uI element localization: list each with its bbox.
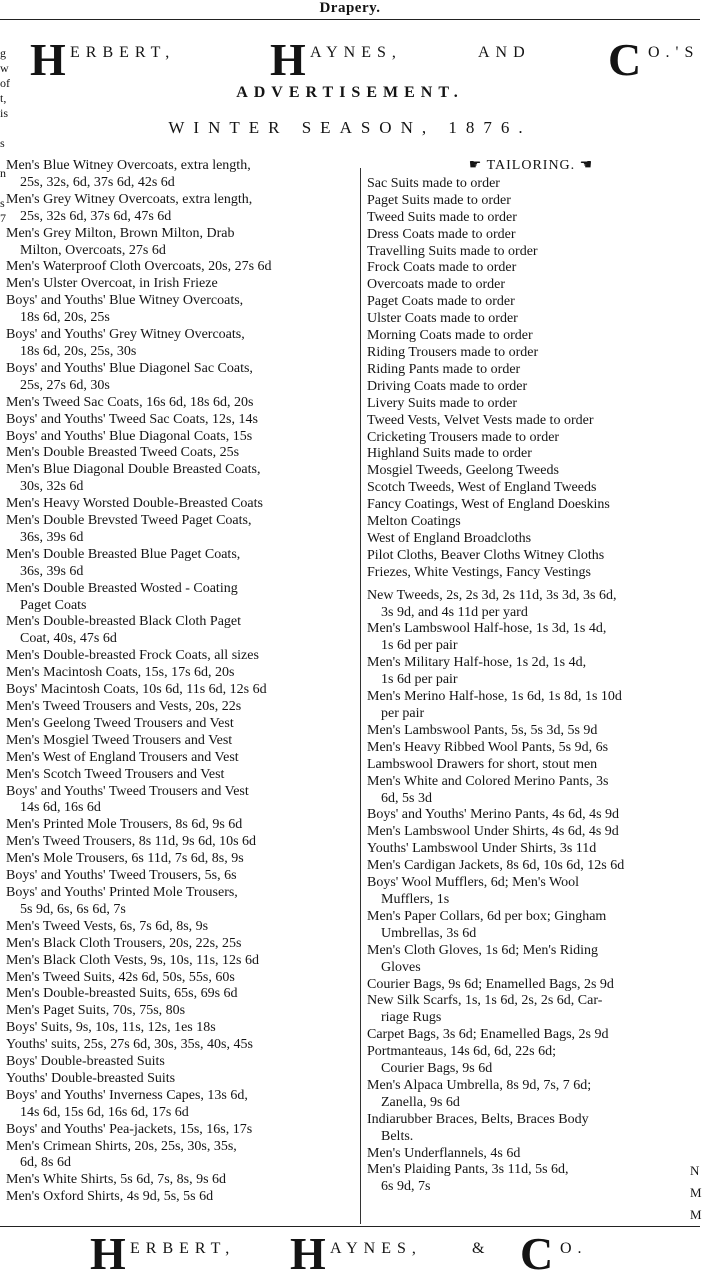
- margin-fragment-line: s: [0, 136, 5, 150]
- item-line: Boys' and Youths' Inverness Capes, 13s 6d,: [6, 1087, 248, 1103]
- list-item: [367, 621, 695, 655]
- margin-fragment-line: n: [0, 166, 6, 180]
- list-item: [6, 1054, 354, 1071]
- item-line: Men's Mole Trousers, 6s 11d, 7s 6d, 8s, 9s: [6, 851, 244, 867]
- item-continuation: 6d, 5s 3d: [381, 790, 432, 806]
- tailoring-item: Riding Pants made to order: [367, 361, 521, 377]
- item-line: Men's Lambswool Pants, 5s, 5s 3d, 5s 9d: [367, 722, 598, 738]
- list-item: [6, 226, 354, 260]
- item-line: Boys' and Youths' Pea-jackets, 15s, 16s, 17s: [6, 1121, 253, 1137]
- margin-fragment-line: M: [690, 1185, 702, 1200]
- list-item: [6, 581, 354, 615]
- list-item: [6, 412, 354, 429]
- list-item: [6, 1122, 354, 1139]
- tailoring-item: Dress Coats made to order: [367, 226, 516, 242]
- item-continuation: 6d, 8s 6d: [20, 1155, 71, 1171]
- item-continuation: 1s 6d per pair: [381, 672, 458, 688]
- list-item: [367, 824, 695, 841]
- right-column: [367, 158, 695, 1196]
- item-line: Men's Blue Diagonal Double Breasted Coats,: [6, 462, 261, 478]
- list-item: [367, 1027, 695, 1044]
- list-item: [6, 513, 354, 547]
- list-item: [6, 682, 354, 699]
- item-line: Boys' and Youths' Tweed Trousers and Vest: [6, 783, 249, 799]
- list-item: [6, 868, 354, 885]
- item-line: New Silk Scarfs, 1s, 1s 6d, 2s, 2s 6d, Car-: [367, 993, 603, 1009]
- list-item: [367, 977, 695, 994]
- item-line: Men's Grey Milton, Brown Milton, Drab: [6, 225, 235, 241]
- list-item: [6, 817, 354, 834]
- item-continuation: riage Rugs: [381, 1010, 442, 1026]
- item-line: Men's Cloth Gloves, 1s 6d; Men's Riding: [367, 942, 598, 958]
- item-line: Boys' and Youths' Tweed Sac Coats, 12s, 14s: [6, 411, 258, 427]
- margin-fragment-line: 7: [0, 211, 6, 225]
- item-line: Men's Double Breasted Wosted - Coating: [6, 580, 238, 596]
- tailoring-item: Ulster Coats made to order: [367, 311, 518, 327]
- item-continuation: 3s 9d, and 4s 11d per yard: [381, 604, 528, 620]
- list-item: [6, 665, 354, 682]
- tailoring-item: Sac Suits made to order: [367, 175, 500, 191]
- item-line: Men's Double-breasted Black Cloth Paget: [6, 614, 242, 630]
- section-header: Drapery.: [319, 0, 381, 16]
- item-line: New Tweeds, 2s, 2s 3d, 2s 11d, 3s 3d, 3s 6d,: [367, 587, 617, 603]
- list-item: [6, 293, 354, 327]
- list-item: [6, 1003, 354, 1020]
- tailoring-item: Frock Coats made to order: [367, 260, 517, 276]
- list-item: [367, 875, 695, 909]
- item-line: Men's Heavy Worsted Double-Breasted Coats: [6, 496, 263, 512]
- list-item: [6, 158, 354, 192]
- list-item: [6, 750, 354, 767]
- item-line: Boys' Macintosh Coats, 10s 6d, 11s 6d, 12s 6d: [6, 682, 267, 698]
- list-item: [6, 276, 354, 293]
- item-line: Men's Tweed Trousers, 8s 11d, 9s 6d, 10s 6d: [6, 834, 257, 850]
- item-continuation: 6s 9d, 7s: [381, 1179, 431, 1195]
- advertisement-subtitle: ADVERTISEMENT.: [236, 84, 464, 101]
- title-herbert: ERBERT,: [70, 44, 176, 61]
- item-line: Boys' Suits, 9s, 10s, 11s, 12s, 1es 18s: [6, 1020, 216, 1036]
- margin-fragment-line: is: [0, 106, 9, 120]
- list-item: [6, 834, 354, 851]
- item-continuation: 18s 6d, 20s, 25s: [20, 310, 110, 326]
- item-continuation: Gloves: [381, 959, 421, 975]
- footer-initial-h2: H: [290, 1228, 326, 1279]
- item-line: Men's Lambswool Half-hose, 1s 3d, 1s 4d,: [367, 621, 607, 637]
- list-item: [6, 429, 354, 446]
- tailoring-item: Overcoats made to order: [367, 277, 505, 293]
- item-line: Youths' suits, 25s, 27s 6d, 30s, 35s, 40s, 45s: [6, 1037, 253, 1053]
- item-line: Men's West of England Trousers and Vest: [6, 749, 239, 765]
- item-line: Boys' and Youths' Blue Diagonal Coats, 15s: [6, 428, 253, 444]
- season-line: WINTER SEASON, 1876.: [168, 118, 532, 137]
- item-continuation: 14s 6d, 15s 6d, 16s 6d, 17s 6d: [20, 1104, 189, 1120]
- item-continuation: Paget Coats: [20, 597, 87, 613]
- footer-haynes: AYNES,: [330, 1240, 422, 1257]
- list-item: [367, 588, 695, 622]
- list-item: [6, 462, 354, 496]
- margin-fragment-line: M: [690, 1207, 702, 1222]
- list-item: [367, 1112, 695, 1146]
- list-item: [6, 259, 354, 276]
- item-line: Youths' Double-breasted Suits: [6, 1070, 176, 1086]
- list-item: [6, 192, 354, 226]
- item-continuation: Courier Bags, 9s 6d: [381, 1061, 493, 1077]
- item-line: Men's Black Cloth Trousers, 20s, 22s, 25s: [6, 935, 242, 951]
- tailoring-item: Morning Coats made to order: [367, 328, 533, 344]
- list-item: [6, 716, 354, 733]
- list-item: [6, 919, 354, 936]
- list-item: [367, 1044, 695, 1078]
- footer-title: [90, 1228, 690, 1280]
- item-line: Men's Double Brevsted Tweed Paget Coats,: [6, 513, 252, 529]
- title-and: AND: [478, 44, 531, 61]
- list-item: [6, 648, 354, 665]
- item-line: Men's Tweed Vests, 6s, 7s 6d, 8s, 9s: [6, 918, 209, 934]
- item-continuation: Coat, 40s, 47s 6d: [20, 631, 117, 647]
- list-item: [367, 909, 695, 943]
- list-item: [6, 1071, 354, 1088]
- tailoring-item: Highland Suits made to order: [367, 446, 532, 462]
- list-item: [367, 740, 695, 757]
- title-haynes: AYNES,: [310, 44, 402, 61]
- item-line: Men's Blue Witney Overcoats, extra length,: [6, 158, 251, 173]
- item-line: Youths' Lambswool Under Shirts, 3s 11d: [367, 841, 597, 857]
- tailoring-item: Friezes, White Vestings, Fancy Vestings: [367, 564, 591, 580]
- tailoring-item: Paget Coats made to order: [367, 294, 515, 310]
- tailoring-item: Tweed Suits made to order: [367, 209, 517, 225]
- item-line: Men's Double Breasted Tweed Coats, 25s: [6, 445, 240, 461]
- item-line: Men's Merino Half-hose, 1s 6d, 1s 8d, 1s 10d: [367, 689, 622, 705]
- item-line: Boys' Double-breasted Suits: [6, 1054, 165, 1070]
- margin-fragment-line: s: [0, 196, 5, 210]
- item-line: Men's Scotch Tweed Trousers and Vest: [6, 766, 225, 782]
- tailoring-item: Scotch Tweeds, West of England Tweeds: [367, 480, 597, 496]
- advertiser-title: [30, 34, 700, 88]
- item-line: Men's Double-breasted Frock Coats, all sizes: [6, 648, 259, 664]
- item-line: Men's Macintosh Coats, 15s, 17s 6d, 20s: [6, 665, 235, 681]
- item-line: Men's Cardigan Jackets, 8s 6d, 10s 6d, 12s 6d: [367, 858, 625, 874]
- item-line: Men's Black Cloth Vests, 9s, 10s, 11s, 12s 6d: [6, 952, 259, 968]
- tailoring-item: Melton Coatings: [367, 514, 461, 530]
- item-line: Men's Tweed Trousers and Vests, 20s, 22s: [6, 699, 242, 714]
- list-item: [6, 1139, 354, 1173]
- column-divider: [360, 168, 361, 1224]
- right-column-list: [367, 588, 695, 1197]
- list-item: [367, 757, 695, 774]
- item-line: Men's Alpaca Umbrella, 8s 9d, 7s, 7 6d;: [367, 1077, 592, 1093]
- tailoring-item: Travelling Suits made to order: [367, 243, 538, 259]
- item-line: Boys' and Youths' Blue Diagonel Sac Coats,: [6, 360, 253, 376]
- title-initial-h2: H: [270, 34, 306, 85]
- list-item: [6, 733, 354, 750]
- item-continuation: Mufflers, 1s: [381, 891, 450, 907]
- list-item: [6, 614, 354, 648]
- footer-herbert: ERBERT,: [130, 1240, 236, 1257]
- item-line: Boys' and Youths' Tweed Trousers, 5s, 6s: [6, 868, 237, 884]
- item-continuation: 5s 9d, 6s, 6s 6d, 7s: [20, 901, 126, 917]
- item-line: Men's Double Breasted Blue Paget Coats,: [6, 546, 241, 562]
- item-line: Men's White Shirts, 5s 6d, 7s, 8s, 9s 6d: [6, 1172, 227, 1188]
- list-item: [367, 943, 695, 977]
- list-item: [367, 1162, 695, 1196]
- list-item: [6, 986, 354, 1003]
- item-line: Boys' Wool Mufflers, 6d; Men's Wool: [367, 875, 580, 891]
- item-line: Men's Mosgiel Tweed Trousers and Vest: [6, 732, 233, 748]
- tailoring-item: Riding Trousers made to order: [367, 344, 539, 360]
- item-line: Courier Bags, 9s 6d; Enamelled Bags, 2s 9d: [367, 976, 614, 992]
- list-item: [6, 851, 354, 868]
- item-line: Men's Paper Collars, 6d per box; Gingham: [367, 908, 607, 924]
- item-line: Men's Military Half-hose, 1s 2d, 1s 4d,: [367, 655, 587, 671]
- item-line: Boys' and Youths' Printed Mole Trousers,: [6, 884, 238, 900]
- list-item: [367, 993, 695, 1027]
- item-line: Men's Printed Mole Trousers, 8s 6d, 9s 6d: [6, 817, 243, 833]
- footer-initial-c: C: [520, 1228, 554, 1279]
- tailoring-item: Mosgiel Tweeds, Geelong Tweeds: [367, 463, 559, 479]
- list-item: [6, 1037, 354, 1054]
- footer-initial-h: H: [90, 1228, 126, 1279]
- item-line: Men's Waterproof Cloth Overcoats, 20s, 27s 6d: [6, 259, 272, 275]
- list-item: [367, 807, 695, 824]
- list-item: [367, 858, 695, 875]
- list-item: [6, 547, 354, 581]
- item-continuation: per pair: [381, 706, 425, 721]
- item-line: Portmanteaus, 14s 6d, 6d, 22s 6d;: [367, 1044, 556, 1060]
- item-line: Men's Underflannels, 4s 6d: [367, 1145, 521, 1161]
- margin-fragment-line: g: [0, 46, 6, 60]
- list-item: [6, 1172, 354, 1189]
- margin-fragment-line: t,: [0, 91, 7, 105]
- item-continuation: 36s, 39s 6d: [20, 529, 84, 545]
- list-item: [367, 1146, 695, 1163]
- list-item: [6, 936, 354, 953]
- item-line: Lambswool Drawers for short, stout men: [367, 756, 598, 772]
- title-co: O.'S: [648, 44, 700, 61]
- item-continuation: 30s, 32s 6d: [20, 479, 84, 495]
- margin-fragment-line: of: [0, 76, 10, 90]
- item-line: Men's Heavy Ribbed Wool Pants, 5s 9d, 6s: [367, 739, 609, 755]
- tailoring-item: Livery Suits made to order: [367, 395, 518, 411]
- item-continuation: Umbrellas, 3s 6d: [381, 925, 477, 941]
- footer-rule: [0, 1226, 700, 1227]
- item-line: Boys' and Youths' Grey Witney Overcoats,: [6, 327, 245, 343]
- item-continuation: 25s, 32s, 6d, 37s 6d, 42s 6d: [20, 174, 175, 190]
- item-line: Men's Crimean Shirts, 20s, 25s, 30s, 35s,: [6, 1138, 237, 1154]
- item-continuation: Zanella, 9s 6d: [381, 1094, 460, 1110]
- tailoring-item: Cricketing Trousers made to order: [367, 429, 560, 445]
- list-item: [6, 767, 354, 784]
- item-continuation: Milton, Overcoats, 27s 6d: [20, 242, 166, 258]
- tailoring-item: Driving Coats made to order: [367, 378, 528, 394]
- list-item: [6, 445, 354, 462]
- item-continuation: 1s 6d per pair: [381, 638, 458, 654]
- tailoring-item: West of England Broadcloths: [367, 530, 532, 546]
- list-item: [6, 361, 354, 395]
- item-continuation: Belts.: [381, 1128, 414, 1144]
- list-item: [6, 496, 354, 513]
- item-line: Indiarubber Braces, Belts, Braces Body: [367, 1111, 589, 1127]
- list-item: [6, 699, 354, 716]
- list-item: [367, 774, 695, 808]
- tailoring-heading: ☛ TAILORING. ☚: [468, 158, 594, 173]
- list-item: [367, 1078, 695, 1112]
- margin-fragment-line: w: [0, 61, 9, 75]
- item-continuation: 18s 6d, 20s, 25s, 30s: [20, 343, 137, 359]
- list-item: [367, 841, 695, 858]
- item-continuation: 14s 6d, 16s 6d: [20, 800, 101, 816]
- footer-co: O.: [560, 1240, 588, 1257]
- item-line: Men's Grey Witney Overcoats, extra length,: [6, 191, 253, 207]
- item-line: Men's Tweed Sac Coats, 16s 6d, 18s 6d, 20s: [6, 394, 254, 410]
- list-item: [367, 655, 695, 689]
- left-column-list: [6, 158, 354, 1206]
- list-item: [6, 953, 354, 970]
- item-line: Boys' and Youths' Merino Pants, 4s 6d, 4s 9d: [367, 807, 620, 823]
- item-line: Carpet Bags, 3s 6d; Enamelled Bags, 2s 9d: [367, 1027, 609, 1043]
- header-rule: [0, 19, 700, 20]
- list-item: [6, 1088, 354, 1122]
- list-item: [6, 1189, 354, 1206]
- tailoring-item: Pilot Cloths, Beaver Cloths Witney Cloths: [367, 547, 605, 563]
- item-line: Men's Lambswool Under Shirts, 4s 6d, 4s 9d: [367, 824, 619, 840]
- list-item: [6, 1020, 354, 1037]
- item-line: Men's Ulster Overcoat, in Irish Frieze: [6, 276, 218, 292]
- list-item: [367, 723, 695, 740]
- list-item: [6, 395, 354, 412]
- item-line: Men's Geelong Tweed Trousers and Vest: [6, 715, 234, 731]
- list-item: [6, 784, 354, 818]
- tailoring-item: Paget Suits made to order: [367, 192, 511, 208]
- list-item: [6, 327, 354, 361]
- item-continuation: 25s, 32s 6d, 37s 6d, 47s 6d: [20, 208, 172, 224]
- list-item: [367, 689, 695, 723]
- item-continuation: 25s, 27s 6d, 30s: [20, 377, 110, 393]
- item-line: Men's Oxford Shirts, 4s 9d, 5s, 5s 6d: [6, 1189, 214, 1205]
- tailoring-item: Fancy Coatings, West of England Doeskins: [367, 497, 610, 513]
- list-item: [6, 970, 354, 987]
- item-line: Men's Tweed Suits, 42s 6d, 50s, 55s, 60s: [6, 969, 235, 985]
- item-line: Men's White and Colored Merino Pants, 3s: [367, 773, 609, 789]
- item-continuation: 36s, 39s 6d: [20, 563, 84, 579]
- item-line: Men's Double-breasted Suits, 65s, 69s 6d: [6, 986, 238, 1002]
- footer-ampersand: &: [472, 1240, 491, 1257]
- tailoring-item: Tweed Vests, Velvet Vests made to order: [367, 412, 594, 428]
- title-initial-h: H: [30, 34, 66, 85]
- title-initial-c: C: [608, 34, 642, 85]
- list-item: [6, 885, 354, 919]
- tailoring-list: [367, 176, 695, 582]
- item-line: Men's Paget Suits, 70s, 75s, 80s: [6, 1003, 186, 1019]
- margin-fragment-line: N: [690, 1163, 700, 1178]
- item-line: Men's Plaiding Pants, 3s 11d, 5s 6d,: [367, 1162, 569, 1178]
- item-line: Boys' and Youths' Blue Witney Overcoats,: [6, 293, 244, 309]
